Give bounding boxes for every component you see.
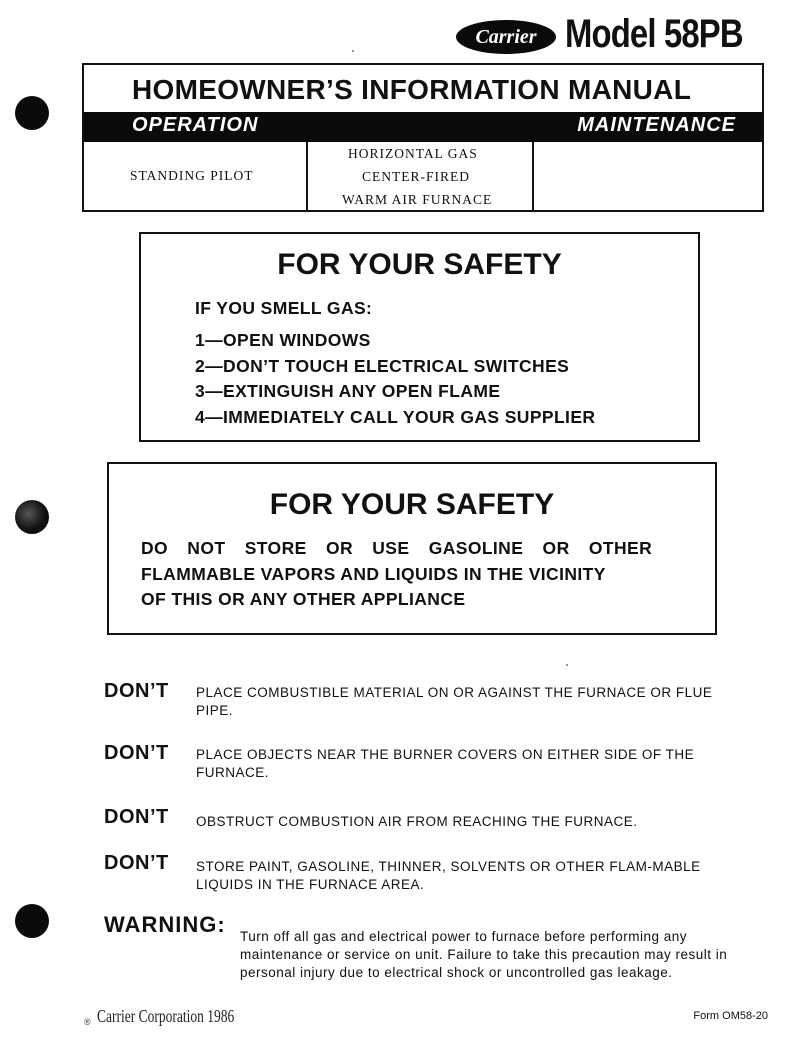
furnace-type-line: WARM AIR FURNACE: [342, 192, 493, 207]
safety-intro: IF YOU SMELL GAS:: [195, 298, 373, 318]
furnace-type-line: CENTER-FIRED: [362, 169, 470, 184]
gas-safety-box: [139, 232, 700, 442]
safety-line: DO NOT STORE OR USE GASOLINE OR OTHER: [141, 538, 653, 558]
warning-label: WARNING:: [104, 912, 226, 937]
pilot-type: STANDING PILOT: [130, 168, 254, 183]
flammable-safety-box: [107, 462, 717, 635]
scan-speck: [566, 664, 568, 666]
safety-step: 4—IMMEDIATELY CALL YOUR GAS SUPPLIER: [195, 407, 596, 427]
scan-speck: [352, 50, 354, 52]
copyright-notice: [84, 1006, 280, 1027]
dont-text: OBSTRUCT COMBUSTION AIR FROM REACHING THE FURNACE.: [196, 814, 638, 829]
binder-hole-middle: [15, 500, 49, 534]
cell-divider: [532, 142, 534, 210]
safety-step: 3—EXTINGUISH ANY OPEN FLAME: [195, 381, 501, 401]
manual-title-box: [82, 63, 764, 212]
dont-label: DON’T: [104, 680, 169, 702]
dont-text: PLACE OBJECTS NEAR THE BURNER COVERS ON EITHER SIDE OF THE FURNACE.: [196, 747, 695, 780]
form-number: Form OM58-20: [693, 1010, 768, 1022]
binder-hole-bottom: [15, 904, 49, 938]
brand-name: Carrier: [475, 25, 537, 48]
model-number: Model 58PB: [565, 12, 743, 56]
operation-label: OPERATION: [132, 114, 259, 136]
copyright-text: Carrier Corporation 1986: [96, 1006, 234, 1026]
furnace-type-line: HORIZONTAL GAS: [348, 146, 478, 161]
carrier-logo: [456, 20, 556, 54]
manual-title: HOMEOWNER’S INFORMATION MANUAL: [132, 74, 692, 105]
safety-step: 1—OPEN WINDOWS: [195, 330, 371, 350]
safety-step: 2—DON’T TOUCH ELECTRICAL SWITCHES: [195, 356, 570, 376]
safety-line: OF THIS OR ANY OTHER APPLIANCE: [141, 589, 466, 609]
warning-text: Turn off all gas and electrical power to furnace before performing any maintenance or service on unit. Failure to take this precaution may result in personal injury due to electrical shock or uncontrolled gas leakage.: [240, 929, 728, 980]
dont-label: DON’T: [104, 806, 169, 828]
section-bar: [84, 112, 762, 142]
maintenance-label: MAINTENANCE: [577, 114, 736, 136]
safety-title: FOR YOUR SAFETY: [277, 248, 562, 281]
safety-title: FOR YOUR SAFETY: [269, 488, 555, 521]
cell-divider: [306, 142, 308, 210]
safety-line: FLAMMABLE VAPORS AND LIQUIDS IN THE VICINITY: [141, 564, 606, 584]
dont-text: PLACE COMBUSTIBLE MATERIAL ON OR AGAINST THE FURNACE OR FLUE PIPE.: [196, 685, 713, 718]
dont-label: DON’T: [104, 852, 169, 874]
registered-mark: ®: [84, 1017, 91, 1027]
binder-hole-top: [15, 96, 49, 130]
dont-label: DON’T: [104, 742, 169, 764]
dont-text: STORE PAINT, GASOLINE, THINNER, SOLVENTS OR OTHER FLAM-MABLE LIQUIDS IN THE FURNACE AREA.: [196, 859, 701, 892]
